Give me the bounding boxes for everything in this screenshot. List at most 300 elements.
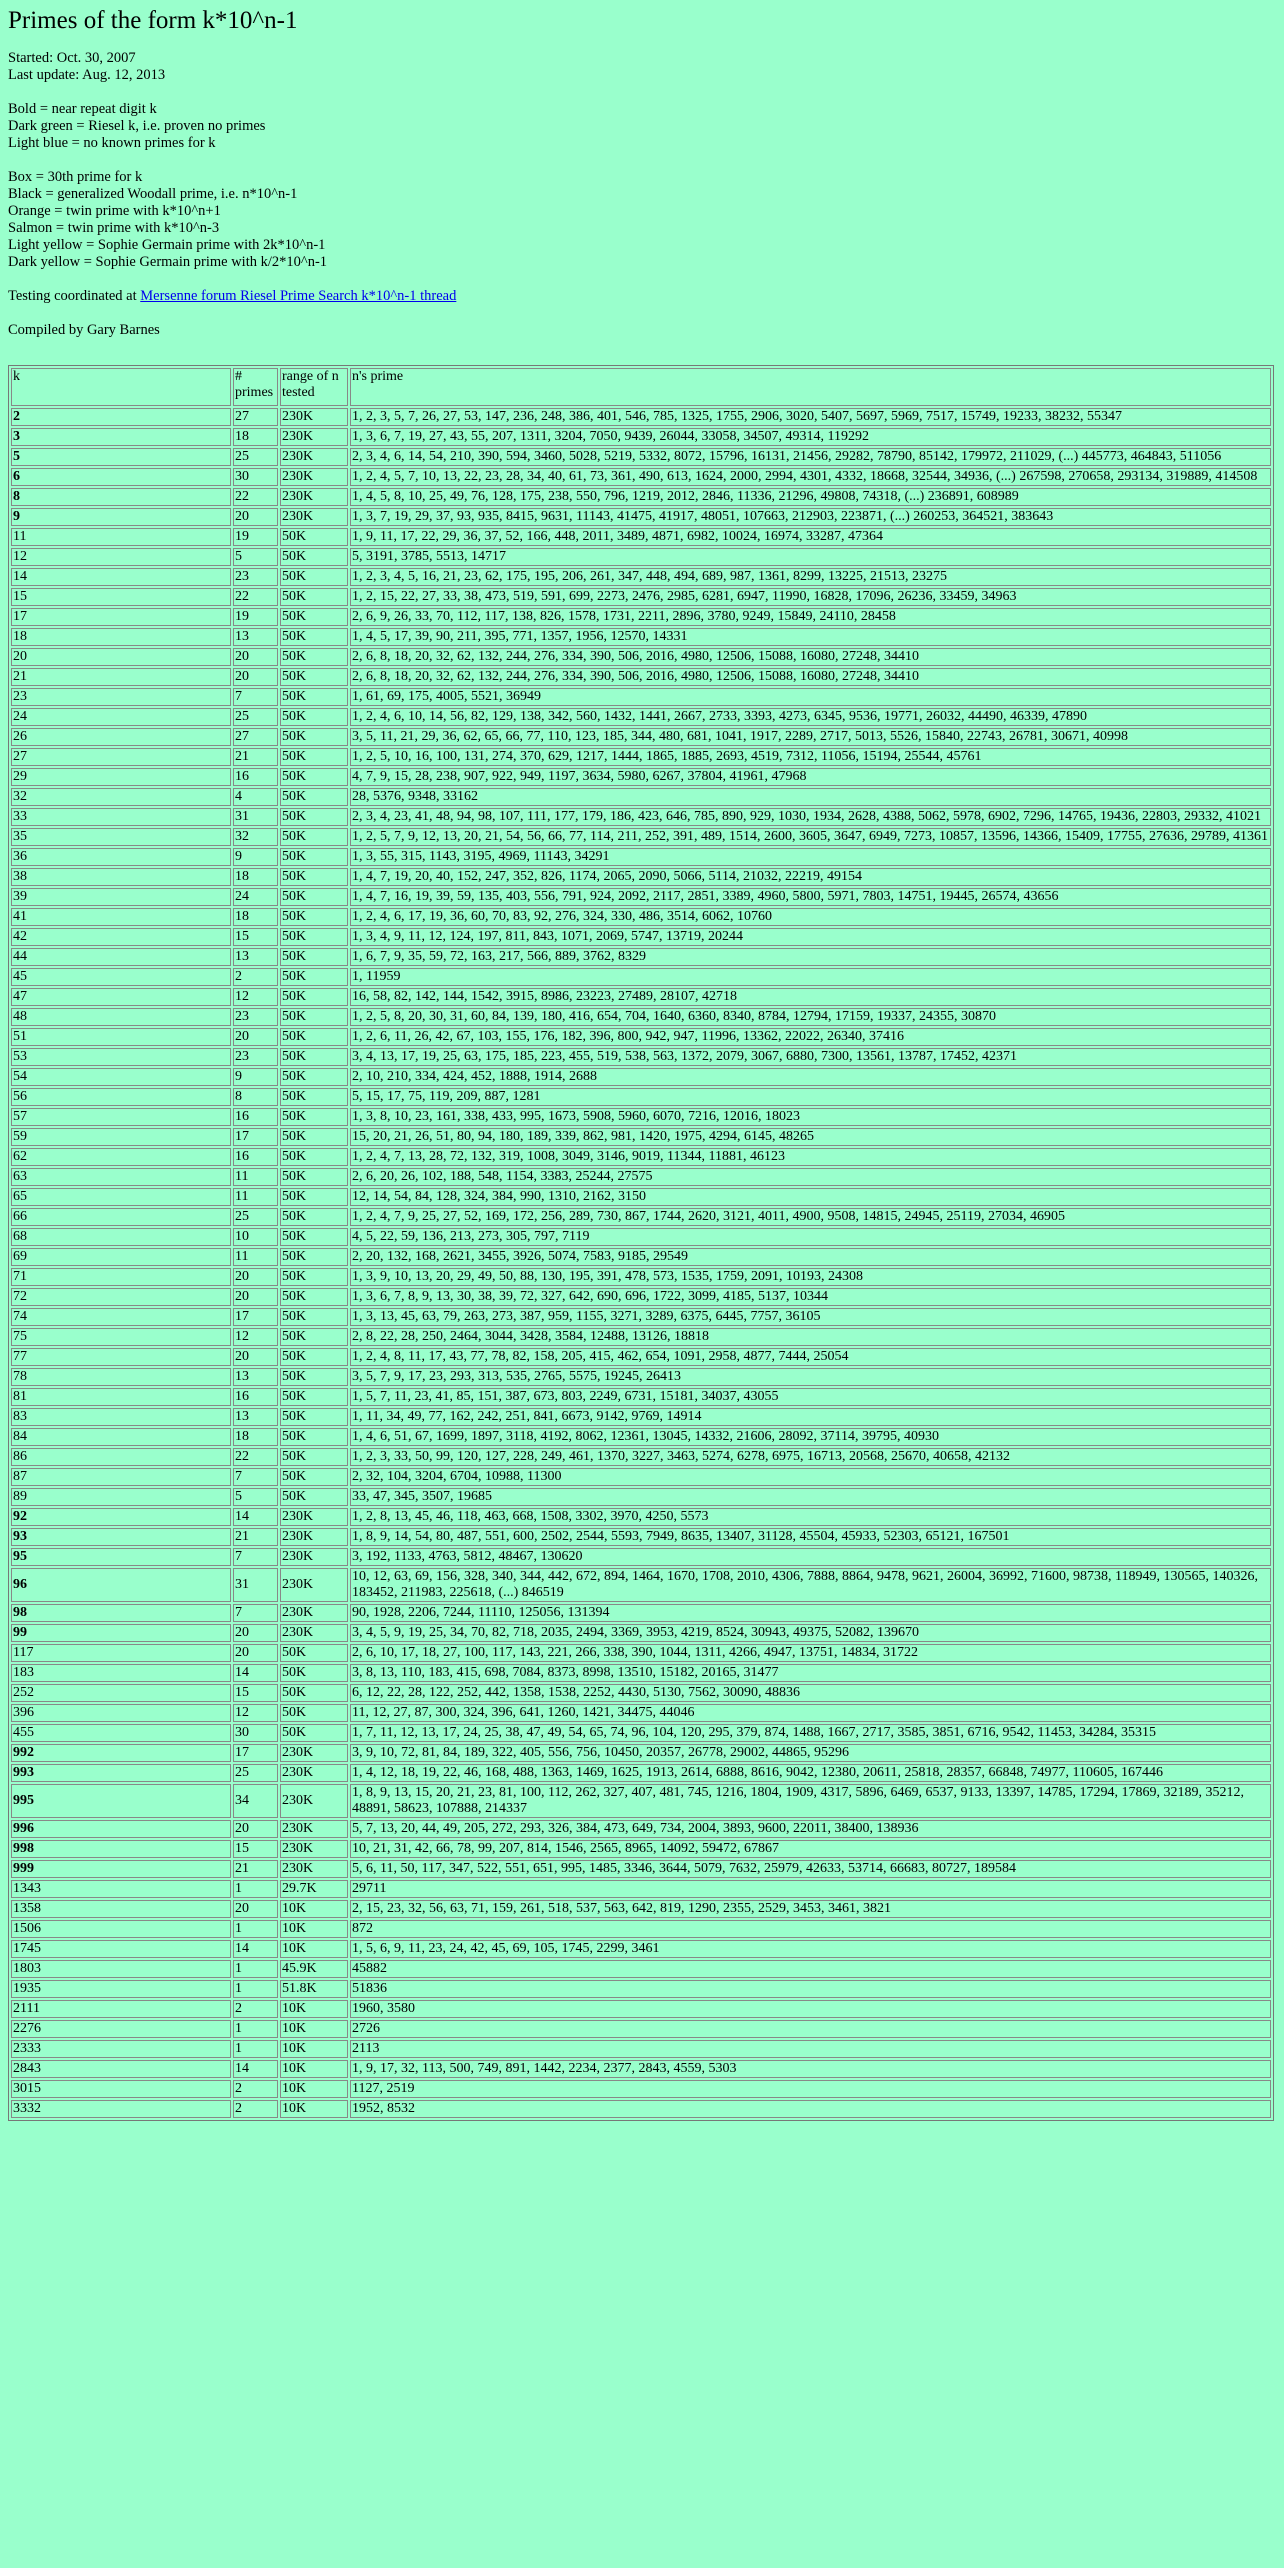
table-row — [11, 868, 1271, 886]
table-row — [11, 428, 1271, 446]
legend-orange: Orange = twin prime with k*10^n+1 — [8, 203, 221, 219]
primes-list-cell: 33, 47, 345, 3507, 19685 — [350, 1488, 1271, 1506]
k-cell: 998 — [11, 1840, 231, 1858]
table-row — [11, 1880, 1271, 1898]
range-cell: 50K — [280, 988, 348, 1006]
range-cell: 50K — [280, 1368, 348, 1386]
primes-list-cell: 28, 5376, 9348, 33162 — [350, 788, 1271, 806]
table-row — [11, 668, 1271, 686]
table-row — [11, 1860, 1271, 1878]
k-cell: 15 — [11, 588, 231, 606]
range-cell: 230K — [280, 1528, 348, 1546]
k-cell: 47 — [11, 988, 231, 1006]
k-cell: 93 — [11, 1528, 231, 1546]
table-row — [11, 488, 1271, 506]
range-cell: 50K — [280, 868, 348, 886]
table-row — [11, 968, 1271, 986]
k-cell: 33 — [11, 808, 231, 826]
range-cell: 10K — [280, 2000, 348, 2018]
table-row — [11, 1528, 1271, 1546]
primes-list-cell: 51836 — [350, 1980, 1271, 1998]
table-row — [11, 1900, 1271, 1918]
prime-count-cell: 2 — [233, 2100, 278, 2118]
primes-list-cell: 12, 14, 54, 84, 128, 324, 384, 990, 1310, 2162, 3150 — [350, 1188, 1271, 1206]
primes-list-cell: 3, 4, 13, 17, 19, 25, 63, 175, 185, 223, 455, 519, 538, 563, 1372, 2079, 3067, 6880, 7300, 13561, 13787, 17452, 42371 — [350, 1048, 1271, 1066]
prime-count-cell: 20 — [233, 1348, 278, 1366]
primes-list-cell: 4, 7, 9, 15, 28, 238, 907, 922, 949, 1197, 3634, 5980, 6267, 37804, 41961, 47968 — [350, 768, 1271, 786]
primes-list-cell: 3, 5, 7, 9, 17, 23, 293, 313, 535, 2765, 5575, 19245, 26413 — [350, 1368, 1271, 1386]
table-row — [11, 1920, 1271, 1938]
range-cell: 50K — [280, 708, 348, 726]
primes-list-cell: 1, 3, 8, 10, 23, 161, 338, 433, 995, 1673, 5908, 5960, 6070, 7216, 12016, 18023 — [350, 1108, 1271, 1126]
range-cell: 230K — [280, 1744, 348, 1762]
range-cell: 230K — [280, 508, 348, 526]
table-row — [11, 1288, 1271, 1306]
k-cell: 183 — [11, 1664, 231, 1682]
table-row — [11, 2100, 1271, 2118]
prime-count-cell: 23 — [233, 1048, 278, 1066]
range-cell: 50K — [280, 1128, 348, 1146]
k-cell: 5 — [11, 448, 231, 466]
range-cell: 50K — [280, 1428, 348, 1446]
range-cell: 50K — [280, 1148, 348, 1166]
prime-count-cell: 27 — [233, 728, 278, 746]
prime-count-cell: 20 — [233, 508, 278, 526]
table-row — [11, 1188, 1271, 1206]
primes-list-cell: 2, 32, 104, 3204, 6704, 10988, 11300 — [350, 1468, 1271, 1486]
range-cell: 50K — [280, 1108, 348, 1126]
forum-thread-link[interactable]: Mersenne forum Riesel Prime Search k*10^n-1 thread — [140, 288, 457, 304]
k-cell: 87 — [11, 1468, 231, 1486]
primes-table — [8, 365, 1274, 2121]
table-row — [11, 1940, 1271, 1958]
range-cell: 50K — [280, 1208, 348, 1226]
range-cell: 50K — [280, 888, 348, 906]
primes-list-cell: 1960, 3580 — [350, 2000, 1271, 2018]
prime-count-cell: 23 — [233, 1008, 278, 1026]
range-cell: 230K — [280, 1860, 348, 1878]
primes-list-cell: 29711 — [350, 1880, 1271, 1898]
range-cell: 50K — [280, 1028, 348, 1046]
prime-count-cell: 21 — [233, 748, 278, 766]
primes-list-cell: 1, 3, 13, 45, 63, 79, 263, 273, 387, 959, 1155, 3271, 3289, 6375, 6445, 7757, 36105 — [350, 1308, 1271, 1326]
table-row — [11, 1764, 1271, 1782]
range-cell: 230K — [280, 1840, 348, 1858]
prime-count-cell: 12 — [233, 1328, 278, 1346]
prime-count-cell: 25 — [233, 448, 278, 466]
primes-list-cell: 1, 4, 12, 18, 19, 22, 46, 168, 488, 1363, 1469, 1625, 1913, 2614, 6888, 8616, 9042, 12380, 20611, 25818, 28357, 66848, 74977, 110605, 167446 — [350, 1764, 1271, 1782]
primes-list-cell: 15, 20, 21, 26, 51, 80, 94, 180, 189, 339, 862, 981, 1420, 1975, 4294, 6145, 48265 — [350, 1128, 1271, 1146]
prime-count-cell: 5 — [233, 1488, 278, 1506]
k-cell: 59 — [11, 1128, 231, 1146]
prime-count-cell: 17 — [233, 1128, 278, 1146]
table-row — [11, 1268, 1271, 1286]
k-cell: 21 — [11, 668, 231, 686]
primes-list-cell: 16, 58, 82, 142, 144, 1542, 3915, 8986, 23223, 27489, 28107, 42718 — [350, 988, 1271, 1006]
k-cell: 83 — [11, 1408, 231, 1426]
k-cell: 35 — [11, 828, 231, 846]
k-cell: 38 — [11, 868, 231, 886]
primes-list-cell: 45882 — [350, 1960, 1271, 1978]
primes-list-cell: 10, 21, 31, 42, 66, 78, 99, 207, 814, 1546, 2565, 8965, 14092, 59472, 67867 — [350, 1840, 1271, 1858]
range-cell: 50K — [280, 1328, 348, 1346]
prime-count-cell: 20 — [233, 1288, 278, 1306]
range-cell: 10K — [280, 1920, 348, 1938]
prime-count-cell: 11 — [233, 1168, 278, 1186]
table-row — [11, 1328, 1271, 1346]
prime-count-cell: 9 — [233, 848, 278, 866]
primes-list-cell: 1, 2, 5, 8, 20, 30, 31, 60, 84, 139, 180, 416, 654, 704, 1640, 6360, 8340, 8784, 12794, 17159, 19337, 24355, 30870 — [350, 1008, 1271, 1026]
k-cell: 41 — [11, 908, 231, 926]
k-cell: 65 — [11, 1188, 231, 1206]
table-row — [11, 988, 1271, 1006]
k-cell: 2 — [11, 408, 231, 426]
prime-count-cell: 27 — [233, 408, 278, 426]
table-row — [11, 588, 1271, 606]
table-row — [11, 708, 1271, 726]
primes-list-cell: 5, 15, 17, 75, 119, 209, 887, 1281 — [350, 1088, 1271, 1106]
table-row — [11, 1624, 1271, 1642]
range-cell: 50K — [280, 968, 348, 986]
prime-count-cell: 13 — [233, 1368, 278, 1386]
k-cell: 2276 — [11, 2020, 231, 2038]
range-cell: 50K — [280, 768, 348, 786]
table-row — [11, 1704, 1271, 1722]
k-cell: 32 — [11, 788, 231, 806]
prime-count-cell: 25 — [233, 1208, 278, 1226]
table-row — [11, 528, 1271, 546]
primes-list-cell: 1, 2, 4, 6, 17, 19, 36, 60, 70, 83, 92, 276, 324, 330, 486, 3514, 6062, 10760 — [350, 908, 1271, 926]
range-cell: 230K — [280, 1784, 348, 1818]
prime-count-cell: 13 — [233, 1408, 278, 1426]
table-row — [11, 1664, 1271, 1682]
table-row — [11, 448, 1271, 466]
primes-list-cell: 1, 2, 5, 7, 9, 12, 13, 20, 21, 54, 56, 66, 77, 114, 211, 252, 391, 489, 1514, 2600, 3605, 3647, 6949, 7273, 10857, 13596, 14366, 15409, 17755, 27636, 29789, 41361 — [350, 828, 1271, 846]
range-cell: 50K — [280, 1704, 348, 1722]
prime-count-cell: 16 — [233, 1388, 278, 1406]
primes-list-cell: 2, 3, 4, 6, 14, 54, 210, 390, 594, 3460, 5028, 5219, 5332, 8072, 15796, 16131, 21456, 29282, 78790, 85142, 179972, 211029, (...) 445773, 464843, 511056 — [350, 448, 1271, 466]
legend-box: Box = 30th prime for k — [8, 169, 143, 185]
range-cell: 50K — [280, 588, 348, 606]
table-row — [11, 948, 1271, 966]
primes-list-cell: 2, 10, 210, 334, 424, 452, 1888, 1914, 2688 — [350, 1068, 1271, 1086]
primes-list-cell: 1, 2, 5, 10, 16, 100, 131, 274, 370, 629, 1217, 1444, 1865, 1885, 2693, 4519, 7312, 11056, 15194, 25544, 45761 — [350, 748, 1271, 766]
k-cell: 20 — [11, 648, 231, 666]
range-cell: 10K — [280, 2060, 348, 2078]
primes-list-cell: 1, 4, 7, 19, 20, 40, 152, 247, 352, 826, 1174, 2065, 2090, 5066, 5114, 21032, 22219, 49154 — [350, 868, 1271, 886]
range-cell: 230K — [280, 408, 348, 426]
prime-count-cell: 20 — [233, 648, 278, 666]
primes-list-cell: 2, 6, 9, 26, 33, 70, 112, 117, 138, 826, 1578, 1731, 2211, 2896, 3780, 9249, 15849, 24110, 28458 — [350, 608, 1271, 626]
k-cell: 12 — [11, 548, 231, 566]
range-cell: 45.9K — [280, 1960, 348, 1978]
prime-count-cell: 30 — [233, 1724, 278, 1742]
prime-count-cell: 30 — [233, 468, 278, 486]
header-num-primes: # primes — [233, 368, 278, 406]
primes-list-cell: 1, 8, 9, 14, 54, 80, 487, 551, 600, 2502, 2544, 5593, 7949, 8635, 13407, 31128, 45504, 45933, 52303, 65121, 167501 — [350, 1528, 1271, 1546]
range-cell: 50K — [280, 1724, 348, 1742]
table-row — [11, 1248, 1271, 1266]
started-date: Started: Oct. 30, 2007 — [8, 50, 136, 66]
k-cell: 98 — [11, 1604, 231, 1622]
range-cell: 50K — [280, 1348, 348, 1366]
primes-list-cell: 1, 2, 3, 33, 50, 99, 120, 127, 228, 249, 461, 1370, 3227, 3463, 5274, 6278, 6975, 16713, 20568, 25670, 40658, 42132 — [350, 1448, 1271, 1466]
prime-count-cell: 25 — [233, 708, 278, 726]
k-cell: 92 — [11, 1508, 231, 1526]
primes-list-cell: 1, 9, 17, 32, 113, 500, 749, 891, 1442, 2234, 2377, 2843, 4559, 5303 — [350, 2060, 1271, 2078]
prime-count-cell: 2 — [233, 968, 278, 986]
k-cell: 62 — [11, 1148, 231, 1166]
range-cell: 50K — [280, 808, 348, 826]
range-cell: 230K — [280, 468, 348, 486]
range-cell: 29.7K — [280, 1880, 348, 1898]
range-cell: 50K — [280, 748, 348, 766]
prime-count-cell: 10 — [233, 1228, 278, 1246]
prime-count-cell: 22 — [233, 1448, 278, 1466]
table-row — [11, 928, 1271, 946]
primes-list-cell: 1, 3, 55, 315, 1143, 3195, 4969, 11143, 34291 — [350, 848, 1271, 866]
table-row — [11, 1128, 1271, 1146]
prime-count-cell: 20 — [233, 668, 278, 686]
legend-dark-yellow: Dark yellow = Sophie Germain prime with k/2*10^n-1 — [8, 254, 328, 270]
prime-count-cell: 2 — [233, 2080, 278, 2098]
range-cell: 50K — [280, 828, 348, 846]
prime-count-cell: 1 — [233, 1880, 278, 1898]
range-cell: 50K — [280, 908, 348, 926]
k-cell: 24 — [11, 708, 231, 726]
primes-list-cell: 1, 4, 6, 51, 67, 1699, 1897, 3118, 4192, 8062, 12361, 13045, 14332, 21606, 28092, 37114, 39795, 40930 — [350, 1428, 1271, 1446]
k-cell: 99 — [11, 1624, 231, 1642]
range-cell: 50K — [280, 1684, 348, 1702]
table-row — [11, 728, 1271, 746]
k-cell: 1745 — [11, 1940, 231, 1958]
k-cell: 2333 — [11, 2040, 231, 2058]
primes-list-cell: 1, 61, 69, 175, 4005, 5521, 36949 — [350, 688, 1271, 706]
range-cell: 50K — [280, 1448, 348, 1466]
prime-count-cell: 4 — [233, 788, 278, 806]
table-row — [11, 1108, 1271, 1126]
table-row — [11, 408, 1271, 426]
range-cell: 50K — [280, 1048, 348, 1066]
k-cell: 117 — [11, 1644, 231, 1662]
primes-list-cell: 1, 2, 15, 22, 27, 33, 38, 473, 519, 591, 699, 2273, 2476, 2985, 6281, 6947, 11990, 16828, 17096, 26236, 33459, 34963 — [350, 588, 1271, 606]
k-cell: 72 — [11, 1288, 231, 1306]
primes-list-cell: 1, 2, 6, 11, 26, 42, 67, 103, 155, 176, 182, 396, 800, 942, 947, 11996, 13362, 22022, 26340, 37416 — [350, 1028, 1271, 1046]
prime-count-cell: 14 — [233, 1940, 278, 1958]
table-row — [11, 468, 1271, 486]
k-cell: 45 — [11, 968, 231, 986]
header-info — [8, 50, 1276, 339]
table-row — [11, 1724, 1271, 1742]
table-row — [11, 1840, 1271, 1858]
prime-count-cell: 20 — [233, 1268, 278, 1286]
table-row — [11, 1408, 1271, 1426]
range-cell: 50K — [280, 668, 348, 686]
legend-dark-green: Dark green = Riesel k, i.e. proven no primes — [8, 118, 266, 134]
prime-count-cell: 34 — [233, 1784, 278, 1818]
primes-list-cell: 5, 6, 11, 50, 117, 347, 522, 551, 651, 995, 1485, 3346, 3644, 5079, 7632, 25979, 42633, 53714, 66683, 80727, 189584 — [350, 1860, 1271, 1878]
prime-count-cell: 31 — [233, 1568, 278, 1602]
k-cell: 18 — [11, 628, 231, 646]
k-cell: 36 — [11, 848, 231, 866]
k-cell: 63 — [11, 1168, 231, 1186]
k-cell: 1358 — [11, 1900, 231, 1918]
prime-count-cell: 1 — [233, 2040, 278, 2058]
primes-list-cell: 1, 2, 8, 13, 45, 46, 118, 463, 668, 1508, 3302, 3970, 4250, 5573 — [350, 1508, 1271, 1526]
range-cell: 230K — [280, 1508, 348, 1526]
prime-count-cell: 12 — [233, 988, 278, 1006]
prime-count-cell: 19 — [233, 608, 278, 626]
primes-list-cell: 1, 3, 4, 9, 11, 12, 124, 197, 811, 843, 1071, 2069, 5747, 13719, 20244 — [350, 928, 1271, 946]
prime-count-cell: 14 — [233, 1664, 278, 1682]
range-cell: 50K — [280, 528, 348, 546]
range-cell: 10K — [280, 1940, 348, 1958]
table-row — [11, 1348, 1271, 1366]
primes-list-cell: 1, 11, 34, 49, 77, 162, 242, 251, 841, 6673, 9142, 9769, 14914 — [350, 1408, 1271, 1426]
testing-line — [8, 288, 1276, 305]
k-cell: 992 — [11, 1744, 231, 1762]
primes-list-cell: 1, 3, 6, 7, 19, 27, 43, 55, 207, 1311, 3204, 7050, 9439, 26044, 33058, 34507, 49314, 119292 — [350, 428, 1271, 446]
primes-list-cell: 1, 4, 5, 8, 10, 25, 49, 76, 128, 175, 238, 550, 796, 1219, 2012, 2846, 11336, 21296, 49808, 74318, (...) 236891, 608989 — [350, 488, 1271, 506]
k-cell: 996 — [11, 1820, 231, 1838]
prime-count-cell: 13 — [233, 628, 278, 646]
k-cell: 23 — [11, 688, 231, 706]
prime-count-cell: 18 — [233, 428, 278, 446]
prime-count-cell: 22 — [233, 588, 278, 606]
table-row — [11, 648, 1271, 666]
prime-count-cell: 32 — [233, 828, 278, 846]
table-row — [11, 1820, 1271, 1838]
prime-count-cell: 16 — [233, 1148, 278, 1166]
range-cell: 50K — [280, 1068, 348, 1086]
k-cell: 3332 — [11, 2100, 231, 2118]
primes-list-cell: 2113 — [350, 2040, 1271, 2058]
table-row — [11, 1784, 1271, 1818]
k-cell: 2111 — [11, 2000, 231, 2018]
prime-count-cell: 15 — [233, 1684, 278, 1702]
prime-count-cell: 15 — [233, 1840, 278, 1858]
primes-list-cell: 1, 6, 7, 9, 35, 59, 72, 163, 217, 566, 889, 3762, 8329 — [350, 948, 1271, 966]
primes-list-cell: 1, 7, 11, 12, 13, 17, 24, 25, 38, 47, 49, 54, 65, 74, 96, 104, 120, 295, 379, 874, 1488, 1667, 2717, 3585, 3851, 6716, 9542, 11453, 34284, 35315 — [350, 1724, 1271, 1742]
prime-count-cell: 2 — [233, 2000, 278, 2018]
k-cell: 396 — [11, 1704, 231, 1722]
range-cell: 50K — [280, 1248, 348, 1266]
primes-list-cell: 2, 6, 8, 18, 20, 32, 62, 132, 244, 276, 334, 390, 506, 2016, 4980, 12506, 15088, 16080, 27248, 34410 — [350, 648, 1271, 666]
k-cell: 78 — [11, 1368, 231, 1386]
table-row — [11, 568, 1271, 586]
primes-list-cell: 1127, 2519 — [350, 2080, 1271, 2098]
table-row — [11, 1048, 1271, 1066]
prime-count-cell: 1 — [233, 1960, 278, 1978]
primes-list-cell: 1, 3, 9, 10, 13, 20, 29, 49, 50, 88, 130, 195, 391, 478, 573, 1535, 1759, 2091, 10193, 24308 — [350, 1268, 1271, 1286]
range-cell: 230K — [280, 1548, 348, 1566]
primes-list-cell: 4, 5, 22, 59, 136, 213, 273, 305, 797, 7119 — [350, 1228, 1271, 1246]
k-cell: 86 — [11, 1448, 231, 1466]
prime-count-cell: 18 — [233, 908, 278, 926]
prime-count-cell: 20 — [233, 1624, 278, 1642]
range-cell: 50K — [280, 1408, 348, 1426]
table-row — [11, 1168, 1271, 1186]
primes-list-cell: 3, 5, 11, 21, 29, 36, 62, 65, 66, 77, 110, 123, 185, 344, 480, 681, 1041, 1917, 2289, 2717, 5013, 5526, 15840, 22743, 26781, 30671, 40998 — [350, 728, 1271, 746]
prime-count-cell: 18 — [233, 868, 278, 886]
range-cell: 50K — [280, 1088, 348, 1106]
legend-black: Black = generalized Woodall prime, i.e. n*10^n-1 — [8, 186, 298, 202]
table-row — [11, 1604, 1271, 1622]
k-cell: 42 — [11, 928, 231, 946]
range-cell: 50K — [280, 688, 348, 706]
table-row — [11, 628, 1271, 646]
primes-list-cell: 1, 2, 4, 7, 9, 25, 27, 52, 169, 172, 256, 289, 730, 867, 1744, 2620, 3121, 4011, 4900, 9508, 14815, 24945, 25119, 27034, 46905 — [350, 1208, 1271, 1226]
primes-list-cell: 1, 2, 3, 4, 5, 16, 21, 23, 62, 175, 195, 206, 261, 347, 448, 494, 689, 987, 1361, 8299, 13225, 21513, 23275 — [350, 568, 1271, 586]
primes-list-cell: 1, 5, 7, 11, 23, 41, 85, 151, 387, 673, 803, 2249, 6731, 15181, 34037, 43055 — [350, 1388, 1271, 1406]
k-cell: 81 — [11, 1388, 231, 1406]
range-cell: 50K — [280, 848, 348, 866]
table-row — [11, 1028, 1271, 1046]
header-n-primes: n's prime — [350, 368, 1271, 406]
legend-bold: Bold = near repeat digit k — [8, 101, 157, 117]
range-cell: 50K — [280, 1188, 348, 1206]
table-row — [11, 1368, 1271, 1386]
table-row — [11, 888, 1271, 906]
k-cell: 96 — [11, 1568, 231, 1602]
primes-list-cell: 3, 192, 1133, 4763, 5812, 48467, 130620 — [350, 1548, 1271, 1566]
k-cell: 995 — [11, 1784, 231, 1818]
primes-list-cell: 1, 11959 — [350, 968, 1271, 986]
range-cell: 50K — [280, 1308, 348, 1326]
table-row — [11, 1488, 1271, 1506]
table-row — [11, 1388, 1271, 1406]
primes-list-cell: 90, 1928, 2206, 7244, 11110, 125056, 131394 — [350, 1604, 1271, 1622]
k-cell: 54 — [11, 1068, 231, 1086]
k-cell: 999 — [11, 1860, 231, 1878]
k-cell: 14 — [11, 568, 231, 586]
k-cell: 75 — [11, 1328, 231, 1346]
k-cell: 3015 — [11, 2080, 231, 2098]
table-row — [11, 848, 1271, 866]
range-cell: 50K — [280, 928, 348, 946]
k-cell: 2843 — [11, 2060, 231, 2078]
prime-count-cell: 17 — [233, 1308, 278, 1326]
prime-count-cell: 23 — [233, 568, 278, 586]
prime-count-cell: 9 — [233, 1068, 278, 1086]
prime-count-cell: 13 — [233, 948, 278, 966]
prime-count-cell: 16 — [233, 768, 278, 786]
table-header-row — [11, 368, 1271, 406]
range-cell: 50K — [280, 1664, 348, 1682]
prime-count-cell: 14 — [233, 1508, 278, 1526]
k-cell: 68 — [11, 1228, 231, 1246]
k-cell: 77 — [11, 1348, 231, 1366]
table-row — [11, 1508, 1271, 1526]
range-cell: 10K — [280, 2020, 348, 2038]
testing-prefix: Testing coordinated at — [8, 288, 137, 304]
range-cell: 50K — [280, 608, 348, 626]
range-cell: 50K — [280, 1488, 348, 1506]
table-row — [11, 688, 1271, 706]
table-row — [11, 788, 1271, 806]
table-row — [11, 2040, 1271, 2058]
table-row — [11, 1468, 1271, 1486]
primes-list-cell: 1, 2, 4, 5, 7, 10, 13, 22, 23, 28, 34, 40, 61, 73, 361, 490, 613, 1624, 2000, 2994, 4301, 4332, 18668, 32544, 34936, (...) 267598, 270658, 293134, 319889, 414508 — [350, 468, 1271, 486]
k-cell: 3 — [11, 428, 231, 446]
table-row — [11, 508, 1271, 526]
legend-salmon: Salmon = twin prime with k*10^n-3 — [8, 220, 220, 236]
primes-list-cell: 1, 5, 6, 9, 11, 23, 24, 42, 45, 69, 105, 1745, 2299, 3461 — [350, 1940, 1271, 1958]
primes-list-cell: 2, 6, 10, 17, 18, 27, 100, 117, 143, 221, 266, 338, 390, 1044, 1311, 4266, 4947, 13751, 14834, 31722 — [350, 1644, 1271, 1662]
k-cell: 84 — [11, 1428, 231, 1446]
k-cell: 69 — [11, 1248, 231, 1266]
range-cell: 10K — [280, 2080, 348, 2098]
